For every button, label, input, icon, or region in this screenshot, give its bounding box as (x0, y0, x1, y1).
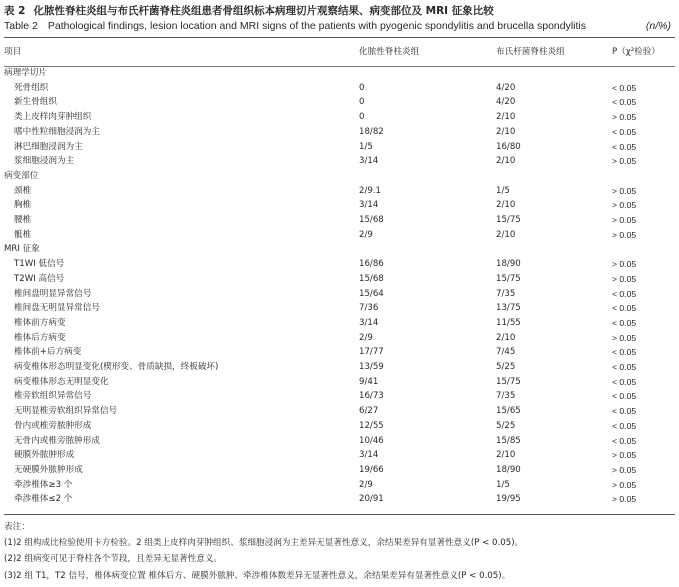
row-label: MRI 征象 (4, 244, 40, 255)
table-row (4, 360, 675, 375)
table-row (4, 140, 675, 155)
pyogenic-value: 20/91 (359, 494, 384, 505)
note-line-2: (2)2 组病变可见于脊柱各个节段，且差异无显著性意义。 (4, 554, 223, 565)
pyogenic-value: 0 (359, 112, 365, 123)
top-rule (4, 37, 675, 38)
p-value: < 0.05 (612, 362, 637, 373)
notes-title: 表注： (4, 522, 30, 532)
table-row (4, 301, 675, 316)
p-value (612, 242, 675, 257)
brucella-value: 15/85 (496, 435, 521, 446)
pyogenic-value: 15/68 (359, 273, 384, 284)
brucella-value: 5/25 (496, 420, 516, 431)
row-label: 椎旁软组织异常信号 (14, 391, 92, 402)
brucella-value: 2/10 (496, 450, 516, 461)
brucella-value: 2/10 (496, 112, 516, 123)
pyogenic-value: 3/14 (359, 156, 379, 167)
table-row (4, 198, 675, 213)
row-label: 病理学切片 (4, 68, 47, 78)
row-label: T1WI 低信号 (14, 259, 65, 270)
p-value: > 0.05 (612, 229, 637, 240)
row-label: 新生骨组织 (14, 97, 57, 108)
table-row (4, 184, 675, 199)
brucella-value: 5/25 (496, 362, 516, 373)
p-value: < 0.05 (612, 391, 637, 402)
p-value: > 0.05 (612, 464, 637, 475)
row-label: 无明显椎旁软组织异常信号 (14, 406, 118, 417)
p-value (612, 66, 675, 81)
column-header-item: 项目 (4, 47, 22, 57)
pyogenic-value: 0 (359, 97, 365, 108)
brucella-value: 2/10 (496, 156, 516, 167)
brucella-value: 11/55 (496, 317, 521, 328)
section-row (4, 242, 675, 257)
p-value: > 0.05 (612, 259, 637, 270)
pyogenic-value: 6/27 (359, 406, 379, 417)
pyogenic-value: 15/64 (359, 288, 384, 299)
row-label: 病变部位 (4, 170, 39, 181)
pyogenic-value: 17/77 (359, 347, 384, 358)
pyogenic-value: 18/82 (359, 126, 384, 137)
table-row (4, 375, 675, 390)
pyogenic-value: 16/86 (359, 259, 384, 270)
row-label: 牵涉椎体≥3 个 (14, 479, 73, 490)
results-table (4, 44, 675, 507)
pyogenic-value (359, 242, 496, 257)
brucella-value: 2/10 (496, 229, 516, 240)
brucella-value: 2/10 (496, 332, 516, 343)
table-row (4, 316, 675, 331)
note-line-3: (3)2 组 T1，T2 信号，椎体病变位置 椎体后方、硬膜外脓肿、牵涉椎体数差异无显著性意义，余结果差异有显著性意义(P < 0.05)。 (4, 570, 511, 581)
table-row (4, 272, 675, 287)
p-value: > 0.05 (612, 215, 637, 226)
bottom-rule (4, 514, 675, 515)
brucella-value (496, 169, 612, 184)
caption-english (4, 20, 586, 32)
table-header-row (4, 44, 675, 66)
table-number-en: Table 2 (4, 20, 38, 32)
p-value: < 0.05 (612, 82, 637, 93)
pyogenic-value: 9/41 (359, 376, 379, 387)
p-value: < 0.05 (612, 420, 637, 431)
brucella-value: 16/80 (496, 141, 521, 152)
table-row (4, 81, 675, 96)
p-value: > 0.05 (612, 494, 637, 505)
row-label: 淋巴细胞浸润为主 (14, 141, 83, 152)
pyogenic-value: 12/55 (359, 420, 384, 431)
table-row (4, 154, 675, 169)
table-row (4, 228, 675, 243)
brucella-value: 15/65 (496, 406, 521, 417)
pyogenic-value: 3/14 (359, 317, 379, 328)
column-header-pyogenic: 化脓性脊柱炎组 (359, 47, 420, 57)
table-row (4, 345, 675, 360)
table-row (4, 434, 675, 449)
pyogenic-value: 10/46 (359, 435, 384, 446)
p-value: < 0.05 (612, 303, 637, 314)
row-label: 无硬膜外脓肿形成 (14, 464, 83, 475)
row-label: 椎体前方病变 (14, 317, 66, 328)
section-row (4, 66, 675, 81)
brucella-value: 15/75 (496, 273, 521, 284)
pyogenic-value: 16/73 (359, 391, 384, 402)
pyogenic-value: 2/9 (359, 229, 373, 240)
brucella-value (496, 242, 612, 257)
section-row (4, 169, 675, 184)
p-value: < 0.05 (612, 97, 637, 108)
p-value: < 0.05 (612, 288, 637, 299)
brucella-value: 2/10 (496, 200, 516, 211)
row-label: 病变椎体形态明显变化(楔形变、骨质缺损，终板破坏) (14, 362, 219, 373)
row-label: 腰椎 (14, 215, 32, 226)
pyogenic-value: 7/36 (359, 303, 379, 314)
pyogenic-value: 2/9 (359, 332, 373, 343)
p-value: < 0.05 (612, 435, 637, 446)
p-value: > 0.05 (612, 112, 637, 123)
brucella-value: 4/20 (496, 82, 516, 93)
table-notes (4, 519, 523, 584)
table-unit: (n/%) (645, 20, 671, 32)
p-value: > 0.05 (612, 450, 637, 461)
p-value: < 0.05 (612, 406, 637, 417)
row-label: 病变椎体形态无明显变化 (14, 376, 109, 387)
table-row (4, 463, 675, 478)
table-row (4, 110, 675, 125)
row-label: 嗜中性粒细胞浸润为主 (14, 126, 100, 137)
brucella-value: 15/75 (496, 215, 521, 226)
pyogenic-value: 0 (359, 82, 365, 93)
p-value: > 0.05 (612, 185, 637, 196)
row-label: T2WI 高信号 (14, 273, 65, 284)
row-label: 骨内或椎旁脓肿形成 (14, 420, 92, 431)
pyogenic-value: 2/9.1 (359, 185, 382, 196)
table-row (4, 125, 675, 140)
table-row (4, 492, 675, 507)
column-header-brucella: 布氏杆菌脊柱炎组 (496, 47, 565, 57)
table-title-en: Pathological findings, lesion location and MRI signs of the patients with pyogenic spondylitis and brucella spondylitis (47, 20, 587, 32)
brucella-value (496, 66, 612, 81)
brucella-value: 7/45 (496, 347, 516, 358)
brucella-value: 19/95 (496, 494, 521, 505)
row-label: 类上皮样肉芽肿组织 (14, 112, 92, 123)
table-row (4, 419, 675, 434)
brucella-value: 2/10 (496, 126, 516, 137)
table-row (4, 404, 675, 419)
pyogenic-value (359, 66, 496, 81)
brucella-value: 15/75 (496, 376, 521, 387)
p-value: < 0.05 (612, 317, 637, 328)
row-label: 椎体前+后方病变 (14, 347, 82, 358)
p-value: < 0.05 (612, 141, 637, 152)
table-row (4, 287, 675, 302)
row-label: 胸椎 (14, 200, 32, 211)
table-number-zh: 表 2 (4, 5, 26, 17)
brucella-value: 1/5 (496, 185, 510, 196)
row-label: 无骨内或椎旁脓肿形成 (14, 435, 100, 446)
pyogenic-value: 3/14 (359, 450, 379, 461)
row-label: 骶椎 (14, 229, 32, 240)
pyogenic-value: 15/68 (359, 215, 384, 226)
row-label: 颈椎 (14, 185, 32, 196)
pyogenic-value: 19/66 (359, 464, 384, 475)
brucella-value: 4/20 (496, 97, 516, 108)
row-label: 死骨组织 (14, 82, 49, 93)
p-value (612, 169, 675, 184)
table-row (4, 213, 675, 228)
brucella-value: 18/90 (496, 259, 521, 270)
row-label: 椎体后方病变 (14, 332, 66, 343)
row-label: 椎间盘无明显异常信号 (14, 303, 100, 314)
pyogenic-value: 2/9 (359, 479, 373, 490)
row-label: 牵涉椎体≤2 个 (14, 494, 73, 505)
table-row (4, 448, 675, 463)
row-label: 硬膜外脓肿形成 (14, 450, 75, 461)
p-value: < 0.05 (612, 126, 637, 137)
row-label: 浆细胞浸润为主 (14, 156, 75, 167)
brucella-value: 18/90 (496, 464, 521, 475)
p-value: > 0.05 (612, 200, 637, 211)
pyogenic-value: 13/59 (359, 362, 384, 373)
pyogenic-value: 1/5 (359, 141, 373, 152)
table-row (4, 331, 675, 346)
table-row (4, 95, 675, 110)
row-label: 椎间盘明显异常信号 (14, 288, 92, 299)
column-header-p-value: P（χ²检验） (612, 47, 660, 57)
caption-chinese (4, 3, 494, 18)
brucella-value: 7/35 (496, 288, 516, 299)
table-row (4, 478, 675, 493)
brucella-value: 7/35 (496, 391, 516, 402)
brucella-value: 1/5 (496, 479, 510, 490)
p-value: < 0.05 (612, 376, 637, 387)
p-value: > 0.05 (612, 156, 637, 167)
table-title-zh: 化脓性脊柱炎组与布氏杆菌脊柱炎组患者骨组织标本病理切片观察结果、病变部位及 MRI 征象比较 (33, 5, 494, 17)
pyogenic-value (359, 169, 496, 184)
note-line-1: (1)2 组构成比检验使用卡方检验。2 组类上皮样肉芽肿组织、浆细胞浸润为主差异无显著性意义，余结果差异有显著性意义(P < 0.05)。 (4, 538, 524, 549)
p-value: > 0.05 (612, 332, 637, 343)
table-row (4, 389, 675, 404)
p-value: < 0.05 (612, 347, 637, 358)
brucella-value: 13/75 (496, 303, 521, 314)
table-row (4, 257, 675, 272)
pyogenic-value: 3/14 (359, 200, 379, 211)
p-value: > 0.05 (612, 479, 637, 490)
p-value: > 0.05 (612, 273, 637, 284)
